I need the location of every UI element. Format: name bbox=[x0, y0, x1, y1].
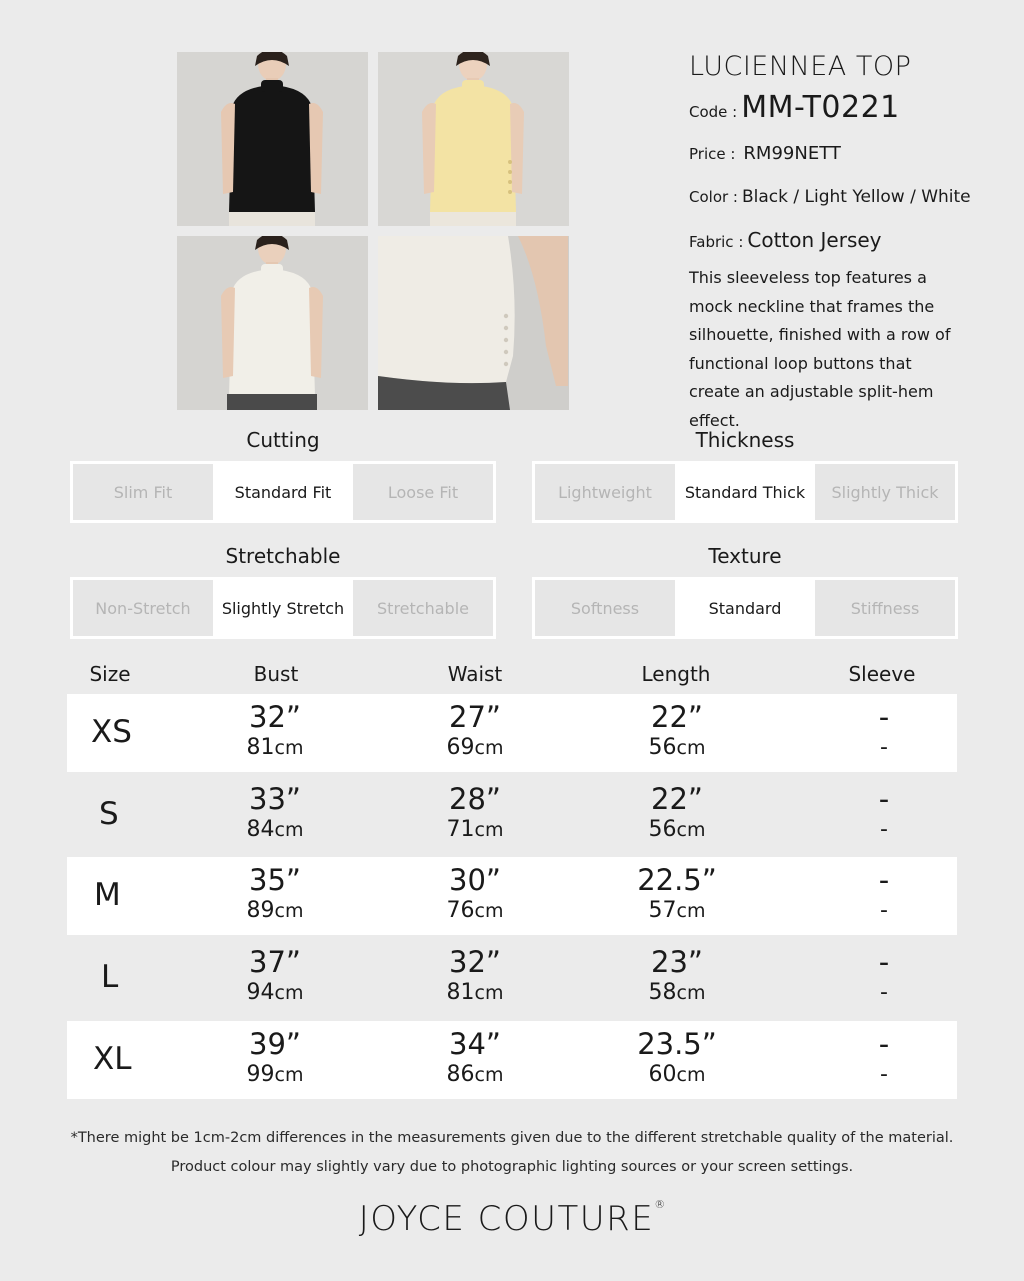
cm-unit: cm bbox=[676, 819, 706, 841]
cutting-scale bbox=[70, 461, 496, 523]
brand-logo bbox=[0, 1198, 1024, 1239]
product-name: LUCIENNEA TOP bbox=[689, 51, 912, 82]
size-row-xs bbox=[67, 694, 957, 772]
bust-inch: 33” bbox=[249, 782, 301, 816]
length-cm-value: 56 bbox=[648, 735, 677, 760]
waist-cell bbox=[395, 700, 555, 762]
waist-cm bbox=[395, 734, 555, 762]
product-photo-detail bbox=[378, 236, 569, 410]
sleeve-cm: - bbox=[880, 980, 888, 1005]
cm-unit: cm bbox=[274, 1064, 304, 1086]
product-code: MM-T0221 bbox=[741, 90, 900, 125]
header-length: Length bbox=[641, 662, 711, 686]
length-cm-value: 58 bbox=[648, 980, 677, 1005]
size-label: S bbox=[99, 796, 119, 832]
bust-inch: 37” bbox=[249, 945, 301, 979]
sleeve-inch: - bbox=[878, 863, 890, 897]
product-photo-white bbox=[177, 236, 368, 410]
cm-unit: cm bbox=[274, 819, 304, 841]
waist-cm bbox=[395, 1061, 555, 1089]
bust-cm-value: 99 bbox=[246, 1062, 275, 1087]
bust-cm bbox=[195, 979, 355, 1007]
sleeve-cm: - bbox=[880, 898, 888, 923]
bust-cm-value: 94 bbox=[246, 980, 275, 1005]
length-cm-value: 56 bbox=[648, 817, 677, 842]
length-cm bbox=[597, 816, 757, 844]
cutting-option: Loose Fit bbox=[353, 464, 493, 520]
texture-option: Standard bbox=[675, 580, 815, 636]
size-row-xl bbox=[67, 1021, 957, 1099]
length-cell bbox=[597, 782, 757, 844]
waist-cm-value: 69 bbox=[446, 735, 475, 760]
product-description: This sleeveless top features a mock neckline that frames the silhouette, finished with a row of functional loop buttons that create an adjustable split-hem effect. bbox=[689, 268, 951, 430]
size-label: L bbox=[101, 959, 119, 995]
cm-unit: cm bbox=[676, 737, 706, 759]
bust-cell bbox=[195, 945, 355, 1007]
sleeve-cm: - bbox=[880, 1062, 888, 1087]
model-black-top-image bbox=[177, 52, 368, 226]
texture-scale bbox=[532, 577, 958, 639]
sleeve-cell bbox=[804, 945, 964, 1007]
sleeve-cm: - bbox=[880, 817, 888, 842]
sleeve-inch: - bbox=[878, 1027, 890, 1061]
waist-cm bbox=[395, 979, 555, 1007]
length-inch: 22” bbox=[651, 782, 703, 816]
length-cm bbox=[597, 734, 757, 762]
sleeve-cm: - bbox=[880, 735, 888, 760]
cutting-title: Cutting bbox=[246, 428, 320, 452]
waist-inch: 34” bbox=[449, 1027, 501, 1061]
sleeve-inch: - bbox=[878, 782, 890, 816]
stretchable-scale bbox=[70, 577, 496, 639]
sleeve-cell bbox=[804, 863, 964, 925]
product-price: RM99NETT bbox=[743, 143, 841, 164]
stretchable-title: Stretchable bbox=[225, 544, 341, 568]
product-fabric: Cotton Jersey bbox=[747, 228, 882, 252]
fabric-row bbox=[689, 220, 989, 260]
cm-unit: cm bbox=[676, 900, 706, 922]
product-info bbox=[689, 48, 989, 435]
size-label: XL bbox=[93, 1041, 132, 1077]
color-row bbox=[689, 174, 989, 220]
texture-option: Stiffness bbox=[815, 580, 955, 636]
registered-mark: ® bbox=[654, 1198, 666, 1211]
bust-cell bbox=[195, 863, 355, 925]
detail-white-top-image bbox=[378, 236, 569, 410]
color-label: Color : bbox=[689, 188, 738, 206]
size-row-s bbox=[67, 776, 957, 854]
waist-cm bbox=[395, 897, 555, 925]
bust-cell bbox=[195, 1027, 355, 1089]
header-waist: Waist bbox=[447, 662, 503, 686]
bust-inch: 32” bbox=[249, 700, 301, 734]
bust-cell bbox=[195, 700, 355, 762]
bust-cell bbox=[195, 782, 355, 844]
waist-cm-value: 86 bbox=[446, 1062, 475, 1087]
sleeve-inch: - bbox=[878, 700, 890, 734]
price-row bbox=[689, 134, 989, 174]
bust-cm bbox=[195, 897, 355, 925]
cm-unit: cm bbox=[474, 982, 504, 1004]
stretchable-option: Stretchable bbox=[353, 580, 493, 636]
size-row-l bbox=[67, 939, 957, 1017]
code-label: Code : bbox=[689, 103, 738, 121]
waist-cell bbox=[395, 863, 555, 925]
thickness-option: Slightly Thick bbox=[815, 464, 955, 520]
bust-cm bbox=[195, 1061, 355, 1089]
waist-cm-value: 71 bbox=[446, 817, 475, 842]
length-cm-value: 57 bbox=[648, 898, 677, 923]
stretchable-option: Slightly Stretch bbox=[213, 580, 353, 636]
bust-inch: 39” bbox=[249, 1027, 301, 1061]
product-photo-black bbox=[177, 52, 368, 226]
header-sleeve: Sleeve bbox=[848, 662, 916, 686]
stretchable-option: Non-Stretch bbox=[73, 580, 213, 636]
cm-unit: cm bbox=[274, 737, 304, 759]
length-cm bbox=[597, 897, 757, 925]
header-size: Size bbox=[89, 662, 131, 686]
thickness-option: Standard Thick bbox=[675, 464, 815, 520]
price-label: Price : bbox=[689, 145, 736, 163]
size-row-m bbox=[67, 857, 957, 935]
size-label: XS bbox=[91, 714, 132, 750]
length-cell bbox=[597, 1027, 757, 1089]
measurement-notes bbox=[0, 1124, 1024, 1182]
cutting-option: Slim Fit bbox=[73, 464, 213, 520]
texture-option: Softness bbox=[535, 580, 675, 636]
waist-inch: 28” bbox=[449, 782, 501, 816]
product-color: Black / Light Yellow / White bbox=[741, 187, 971, 207]
brand-name: JOYCE COUTURE bbox=[358, 1199, 655, 1239]
bust-cm-value: 81 bbox=[246, 735, 275, 760]
length-inch: 22.5” bbox=[637, 863, 717, 897]
code-row bbox=[689, 86, 989, 130]
header-bust: Bust bbox=[253, 662, 299, 686]
thickness-option: Lightweight bbox=[535, 464, 675, 520]
length-cell bbox=[597, 945, 757, 1007]
thickness-scale bbox=[532, 461, 958, 523]
note-line-2: Product colour may slightly vary due to photographic lighting sources or your screen settings. bbox=[170, 1159, 854, 1175]
length-cm bbox=[597, 1061, 757, 1089]
cm-unit: cm bbox=[474, 1064, 504, 1086]
bust-cm-value: 84 bbox=[246, 817, 275, 842]
length-cell bbox=[597, 700, 757, 762]
bust-inch: 35” bbox=[249, 863, 301, 897]
waist-inch: 30” bbox=[449, 863, 501, 897]
cutting-option: Standard Fit bbox=[213, 464, 353, 520]
waist-cm bbox=[395, 816, 555, 844]
waist-inch: 32” bbox=[449, 945, 501, 979]
waist-cell bbox=[395, 782, 555, 844]
waist-cell bbox=[395, 945, 555, 1007]
texture-title: Texture bbox=[708, 544, 782, 568]
cm-unit: cm bbox=[474, 819, 504, 841]
cm-unit: cm bbox=[474, 900, 504, 922]
bust-cm bbox=[195, 816, 355, 844]
length-inch: 22” bbox=[651, 700, 703, 734]
cm-unit: cm bbox=[676, 982, 706, 1004]
model-white-top-image bbox=[177, 236, 368, 410]
waist-cm-value: 81 bbox=[446, 980, 475, 1005]
waist-cell bbox=[395, 1027, 555, 1089]
product-photo-yellow bbox=[378, 52, 569, 226]
length-cm bbox=[597, 979, 757, 1007]
length-inch: 23.5” bbox=[637, 1027, 717, 1061]
bust-cm bbox=[195, 734, 355, 762]
sleeve-cell bbox=[804, 782, 964, 844]
size-label: M bbox=[94, 877, 121, 913]
waist-inch: 27” bbox=[449, 700, 501, 734]
sleeve-cell bbox=[804, 700, 964, 762]
cm-unit: cm bbox=[274, 982, 304, 1004]
sleeve-cell bbox=[804, 1027, 964, 1089]
cm-unit: cm bbox=[676, 1064, 706, 1086]
length-inch: 23” bbox=[651, 945, 703, 979]
length-cell bbox=[597, 863, 757, 925]
length-cm-value: 60 bbox=[648, 1062, 677, 1087]
note-line-1: *There might be 1cm-2cm differences in the measurements given due to the different stretchable quality of the material. bbox=[70, 1130, 954, 1146]
sleeve-inch: - bbox=[878, 945, 890, 979]
cm-unit: cm bbox=[274, 900, 304, 922]
cm-unit: cm bbox=[474, 737, 504, 759]
thickness-title: Thickness bbox=[695, 428, 795, 452]
fabric-label: Fabric : bbox=[689, 233, 744, 251]
model-yellow-top-image bbox=[378, 52, 569, 226]
waist-cm-value: 76 bbox=[446, 898, 475, 923]
bust-cm-value: 89 bbox=[246, 898, 275, 923]
